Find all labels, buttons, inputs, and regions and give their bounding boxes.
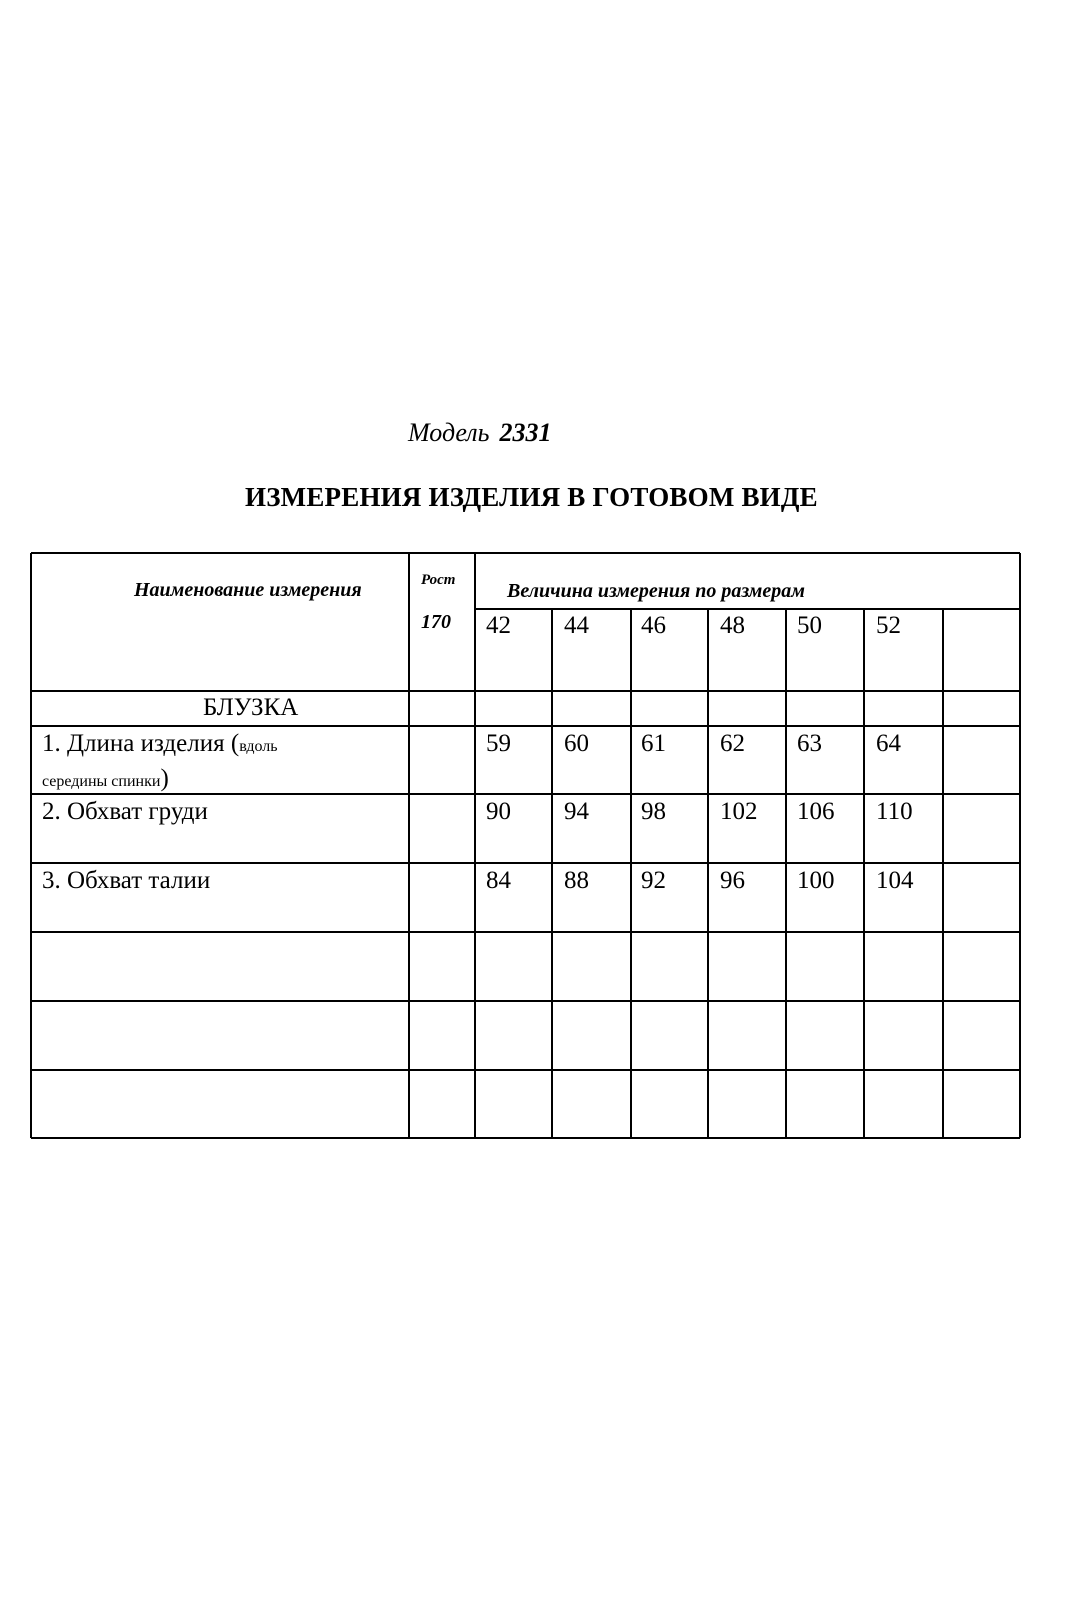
size-header: 42 <box>486 612 511 639</box>
row-label-close: ) <box>160 765 169 792</box>
table-cell: 64 <box>876 730 901 757</box>
model-number: 2331 <box>499 418 552 447</box>
size-header: 46 <box>641 612 666 639</box>
row-label-main: 1. Длина изделия ( <box>42 730 240 757</box>
size-header: 44 <box>564 612 589 639</box>
table-cell: 62 <box>720 730 745 757</box>
row-label: 3. Обхват талии <box>42 867 211 894</box>
row-label-note: вдоль <box>239 738 278 755</box>
document-title: ИЗМЕРЕНИЯ ИЗДЕЛИЯ В ГОТОВОМ ВИДЕ <box>245 482 818 512</box>
table-cell: 60 <box>564 730 589 757</box>
table-cell: 96 <box>720 867 745 894</box>
row-label: 2. Обхват груди <box>42 798 208 825</box>
table-cell: 104 <box>876 867 914 894</box>
size-header: 50 <box>797 612 822 639</box>
table-cell: 61 <box>641 730 666 757</box>
column-header-height: Рост <box>421 572 456 588</box>
table-cell: 102 <box>720 798 758 825</box>
table-cell: 63 <box>797 730 822 757</box>
height-value: 170 <box>421 611 451 633</box>
model-word: Модель <box>408 418 490 447</box>
row-label <box>42 731 278 756</box>
table-cell: 106 <box>797 798 835 825</box>
size-header: 52 <box>876 612 901 639</box>
table-cell: 84 <box>486 867 511 894</box>
table-cell: 88 <box>564 867 589 894</box>
column-header-sizes: Величина измерения по размерам <box>507 580 805 602</box>
table-cell: 59 <box>486 730 511 757</box>
table-cell: 98 <box>641 798 666 825</box>
table-cell: 94 <box>564 798 589 825</box>
size-header: 48 <box>720 612 745 639</box>
table-cell: 92 <box>641 867 666 894</box>
section-label: БЛУЗКА <box>203 694 299 721</box>
column-header-name: Наименование измерения <box>134 579 362 601</box>
model-label <box>408 418 551 448</box>
row-label-note: середины спинки <box>42 773 161 790</box>
row-label-continuation <box>42 766 169 791</box>
table-cell: 110 <box>876 798 913 825</box>
table-cell: 100 <box>797 867 835 894</box>
table-cell: 90 <box>486 798 511 825</box>
